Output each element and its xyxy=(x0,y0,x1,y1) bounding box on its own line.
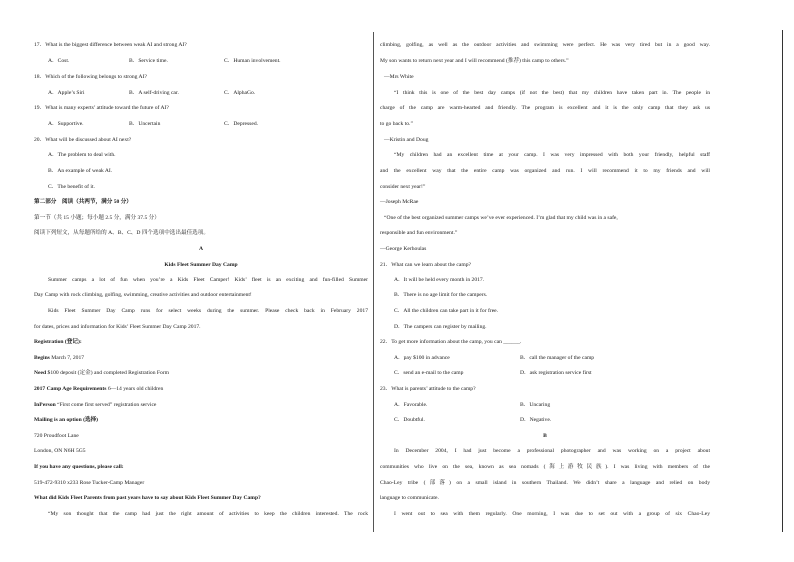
part1-heading: 第一节（共 15 小题；每小题 2.5 分，满分 37.5 分） xyxy=(34,215,160,221)
q23-option-d: D．Negative. xyxy=(520,417,552,423)
questions-label: If you have any questions, please call: xyxy=(34,464,124,470)
q19-option-c: C．Depressed. xyxy=(224,121,259,127)
inperson-value: “First come first served” registration service xyxy=(55,402,157,408)
passage-b-line5: I went out to sea with them regularly. One morning, I was due to set out with a group of six Chao-Ley xyxy=(394,511,710,517)
q21-option-d: D．The campers can register by mailing. xyxy=(394,324,487,330)
q22-option-b: B．call the manager of the camp xyxy=(520,355,595,361)
section-title: 第二部分 阅读（共两节，满分 50 分） xyxy=(34,199,132,205)
q23-option-a: A．Favorable. xyxy=(394,402,428,408)
passage-letter-b: B xyxy=(543,433,547,439)
registration-label: Registration (登记): xyxy=(34,339,82,345)
address-line2: London, ON N6H 5G5 xyxy=(34,448,86,454)
q20-option-c: C．The benefit of it. xyxy=(48,184,95,190)
right-line8: consider next year!” xyxy=(380,184,426,190)
passage-a-title: Kids Fleet Summer Day Camp xyxy=(164,262,238,268)
passage-a-p2-line1: Kids Fleet Summer Day Camp runs for select weeks during the summer. Please check back in February 2017 xyxy=(48,308,368,314)
need-value: $100 deposit (定金) and completed Registration Form xyxy=(46,370,170,376)
right-line3: “I think this is one of the best day camps (if not the best) that my children have taken part in. The people in xyxy=(394,90,710,96)
phone-line: 519-472-9310 x233 Rose Tucker-Camp Manager xyxy=(34,480,145,486)
passage-a-p2-line2: for dates, prices and information for Kids’ Fleet Summer Day Camp 2017. xyxy=(34,324,201,330)
passage-letter-a: A xyxy=(198,246,204,252)
age-requirements-value: 6—14 years old children xyxy=(106,386,164,392)
q18-option-a: A．Apple’s Siri xyxy=(48,90,85,96)
right-line10: responsible and fun environment.” xyxy=(380,230,458,236)
q22-option-c: C．send an e-mail to the camp xyxy=(394,370,464,376)
mailing-label: Mailing is an option (选择) xyxy=(34,417,99,423)
q23-option-b: B．Uncaring xyxy=(520,402,551,408)
q20-option-b: B．An example of weak AI. xyxy=(48,168,113,174)
q17-option-a: A．Cost. xyxy=(48,58,70,64)
begins-row xyxy=(34,355,84,362)
q21-option-c: C．All the children can take part in it for free. xyxy=(394,308,499,314)
q21-stem: 21．What can we learn about the camp? xyxy=(380,262,472,268)
q20-stem: 20．What will be discussed about AI next? xyxy=(34,137,132,143)
begins-label: Begins xyxy=(34,355,50,361)
q22-stem: 22．To get more information about the camp, you can ______. xyxy=(380,339,522,345)
passage-b-line3: Chao-Ley tribe (部落) on a small island in southern Thailand. We didn’t share a language and relied on body xyxy=(380,480,710,486)
address-line1: 720 Proudfoot Lane xyxy=(34,433,79,439)
q18-option-b: B．A self-driving car. xyxy=(129,90,179,96)
right-line7: and the excellent way that the entire camp was organized and run. I will recommend it to my friends and will xyxy=(380,168,710,174)
page-border xyxy=(782,30,783,532)
passage-b-line1: In December 2004, I had just become a professional photographer and was working on a project about xyxy=(394,448,710,454)
q21-option-b: B．There is no age limit for the campers. xyxy=(394,292,488,298)
need-row xyxy=(34,370,169,377)
right-line4: charge of the camp are warm-hearted and friendly. The program is excellent and it is the only camp that they ask us xyxy=(380,105,710,111)
q21-option-a: A．It will be held every month in 2017. xyxy=(394,277,485,283)
q22-option-d: D．ask registration service first xyxy=(520,370,592,376)
age-requirements-label: 2017 Camp Age Requirements xyxy=(34,386,107,392)
right-line2: My son wants to return next year and I will recommend (推荐) this camp to others.” xyxy=(380,58,569,64)
q22-option-a: A．pay $100 in advance xyxy=(394,355,450,361)
q18-stem: 18．Which of the following belongs to strong AI? xyxy=(34,74,147,80)
q17-option-b: B．Service time. xyxy=(129,58,168,64)
reading-instruction: 阅读下列短文，从每题所给的 A、B、C、D 四个选项中选出最佳选项。 xyxy=(34,230,209,236)
q19-option-b: B．Uncertain xyxy=(129,121,161,127)
q23-stem: 23．What is parents’ attitude to the camp? xyxy=(380,386,476,392)
passage-a-p1-line1: Summer camps a lot of fun when you’re a Kids Fleet Camper! Kids’ fleet is an exciting and fun-filled Summer xyxy=(48,277,368,283)
q23-option-c: C．Doubtful. xyxy=(394,417,425,423)
q17-option-c: C．Human involvement. xyxy=(224,58,281,64)
q18-option-c: C．AlphaGo. xyxy=(224,90,256,96)
signature-george-kerhoulas: —George Kerhoulas xyxy=(380,246,427,252)
right-line5: to go back to.” xyxy=(380,121,413,127)
signature-mrs-white: —Mrs White xyxy=(384,74,414,80)
inperson-row xyxy=(34,402,156,409)
inperson-label: InPerson xyxy=(34,402,56,408)
q19-option-a: A．Supportive. xyxy=(48,121,84,127)
need-label: Need xyxy=(34,370,47,376)
quote1-line1: “My son thought that the camp had just the right amount of activities to keep the children interested. The rock xyxy=(48,511,368,517)
age-requirements-row xyxy=(34,386,163,393)
column-divider xyxy=(373,32,374,532)
passage-b-line2: communities who live on the sea, known as sea nomads (海上游牧民族). I was living with members of the xyxy=(380,464,710,470)
parents-question: What did Kids Fleet Parents from past years have to say about Kids Fleet Summer Day Camp? xyxy=(34,495,261,501)
q20-option-a: A．The problem to deal with. xyxy=(48,152,116,158)
signature-kristin-doug: —Kristin and Doug xyxy=(384,137,429,143)
q19-stem: 19．What is many experts’ attitude toward the future of AI? xyxy=(34,105,169,111)
signature-joseph-mcrae: —Joseph McRae xyxy=(380,199,419,205)
passage-b-line4: language to communicate. xyxy=(380,495,439,501)
q17-stem: 17．What is the biggest difference between weak AI and strong AI? xyxy=(34,42,187,48)
right-line6: “My children had an excellent time at your camp. I was very impressed with both your friendly, helpful staff xyxy=(394,152,710,158)
right-line9: “One of the best organized summer camps we’ve ever experienced. I’m glad that my child was in a safe, xyxy=(384,215,618,221)
begins-value: March 7, 2017 xyxy=(49,355,85,361)
passage-a-p1-line2: Day Camp with rock climbing, golfing, swimming, creative activities and outdoor entertainment! xyxy=(34,292,252,298)
right-line1: climbing, golfing, as well as the outdoor activities and swimming were perfect. He was very tired but in a good way. xyxy=(380,42,710,48)
